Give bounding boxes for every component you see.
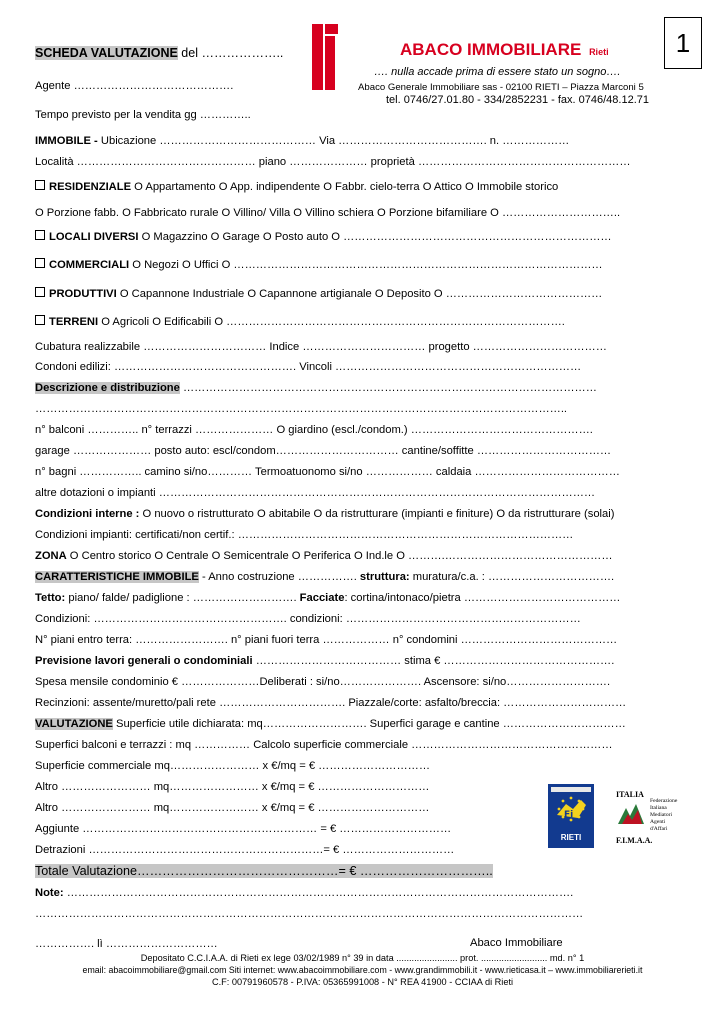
page-number: 1 xyxy=(675,28,691,58)
zona-line xyxy=(35,549,613,563)
totale-line xyxy=(35,864,493,878)
valutazione-line xyxy=(35,717,626,731)
localita-line: Località ………………………………………… piano ………………… proprietà ………………………………………………… xyxy=(35,156,631,168)
fiaip-rieti-label: RIETI xyxy=(560,833,582,842)
produttivi-text: O Capannone Industriale O Capannone artigianale O Deposito O …………………………………… xyxy=(116,288,603,300)
struttura-label: struttura: xyxy=(359,571,410,583)
signature-company: Abaco Immobiliare xyxy=(470,937,563,949)
condizioni-line: Condizioni: ……………………………………………. condizioni: ……………………………………………………… xyxy=(35,613,581,625)
immobile-text: Ubicazione …………………………………… Via …………………………………. n. ……………… xyxy=(97,135,570,147)
fimaa-icon xyxy=(616,802,646,826)
fimaa-italia: ITALIA xyxy=(616,790,644,799)
footer-line-2: email: abacoimmobiliare@gmail.com Siti internet: www.abacoimmobiliare.com - www.grandimmobili.it - www.rieticasa.it – www.immobiliarerieti.it xyxy=(82,965,643,975)
previsione-label: Previsione lavori generali o condominiali xyxy=(35,655,253,667)
note-text: ………………………………………………………………………………………………………………………. xyxy=(63,887,574,899)
terreni-checkbox[interactable] xyxy=(35,315,45,325)
note-label: Note: xyxy=(35,887,64,899)
fiaip-logo xyxy=(548,784,594,848)
caratteristiche-line xyxy=(35,570,614,584)
residenziale-checkbox[interactable] xyxy=(35,180,45,190)
fimaa-logo xyxy=(612,784,692,848)
descrizione-text: ………………………………………………………………………………………………… xyxy=(179,382,597,394)
garage-line: garage ………………… posto auto: escl/condom…………………………… cantine/soffitte ……………………………… xyxy=(35,445,612,457)
company-address: Abaco Generale Immobiliare sas - 02100 RIETI – Piazza Marconi 5 xyxy=(358,82,644,93)
signature-place-date: ……………. lì ………………………… xyxy=(35,938,218,950)
fimaa-desc-4: Agenti xyxy=(650,819,666,825)
previsione-text: ………………………………… stima € ………………………………………. xyxy=(252,655,615,667)
tempo-line: Tempo previsto per la vendita gg ………….. xyxy=(35,109,251,121)
immobile-label: IMMOBILE - xyxy=(35,135,98,147)
descrizione-label: Descrizione e distribuzione xyxy=(35,382,180,394)
condoni-line: Condoni edilizi: …………………………………………. Vincoli ………………………………………………………… xyxy=(35,361,582,373)
agente-line: Agente ……………………………………. xyxy=(35,80,234,92)
caratteristiche-text-2: muratura/c.a. : ……………………………. xyxy=(409,571,615,583)
valutazione-text: Superficie utile dichiarata: mq………………………. Superfici garage e cantine …………………………… xyxy=(112,718,626,730)
residenziale-line xyxy=(35,180,558,194)
scheda-date: del ……………….. xyxy=(177,46,284,60)
facciate-label: Facciate xyxy=(299,592,345,604)
aggiunte-line: Aggiunte ……………………………………………………… = € ………………………… xyxy=(35,823,452,835)
fimaa-desc-1: Federazione xyxy=(650,798,678,804)
fimaa-desc-5: d'Affari xyxy=(650,826,668,832)
condizioni-interne-label: Condizioni interne : xyxy=(35,508,140,520)
residenziale-label: RESIDENZIALE xyxy=(49,181,132,193)
fimaa-acronym: F.I.M.A.A. xyxy=(616,836,653,845)
company-phone: tel. 0746/27.01.80 - 334/2852231 - fax. 0746/48.12.71 xyxy=(386,94,649,106)
immobile-line xyxy=(35,134,569,148)
tetto-text-1: piano/ falde/ padiglione : ………………………. xyxy=(65,592,300,604)
footer-line-3: C.F: 00791960578 - P.IVA: 05365991008 - N° REA 41900 - CCIAA di Rieti xyxy=(211,977,514,987)
locali-text: O Magazzino O Garage O Posto auto O ……………………………………………………………… xyxy=(138,231,612,243)
produttivi-label: PRODUTTIVI xyxy=(49,288,117,300)
descrizione-line xyxy=(35,381,597,395)
commerciali-checkbox[interactable] xyxy=(35,258,45,268)
locali-label: LOCALI DIVERSI xyxy=(49,231,139,243)
valutazione-label: VALUTAZIONE xyxy=(35,718,113,730)
condizioni-interne-text: O nuovo o ristrutturato O abitabile O da ristrutturare (impianti e finiture) O da ristrutturare (solai) xyxy=(139,508,615,520)
fimaa-desc-3: Mediatori xyxy=(650,812,673,818)
produttivi-line xyxy=(35,287,602,301)
tetto-label: Tetto: xyxy=(35,592,66,604)
spesa-line: Spesa mensile condominio € …………………Deliberati : si/no…………………. Ascensore: si/no………………………. xyxy=(35,676,611,688)
altro-line-1: Altro …………………… mq…………………… x €/mq = € ………………………… xyxy=(35,781,430,793)
produttivi-checkbox[interactable] xyxy=(35,287,45,297)
detrazioni-line: Detrazioni ………………………………………………………= € ………………………… xyxy=(35,844,455,856)
terreni-line xyxy=(35,315,565,329)
page-number-box xyxy=(664,17,702,69)
descrizione-dots-line: …………………………………………………………………………………………………………………………….. xyxy=(35,403,568,415)
superfici-line: Superfici balconi e terrazzi : mq …………… Calcolo superficie commerciale ……………………………………………… xyxy=(35,739,613,751)
commerciali-line xyxy=(35,258,603,272)
condizioni-impianti-line: Condizioni impianti: certificati/non certif.: ……………………………………………………………………………… xyxy=(35,529,574,541)
tetto-text-2: : cortina/intonaco/pietra …………………………………… xyxy=(344,592,621,604)
cubatura-line: Cubatura realizzabile …………………………… Indice …………………………… progetto ……………………………… xyxy=(35,341,607,353)
note-dots-line: ………………………………………………………………………………………………………………………………… xyxy=(35,908,584,920)
superficie-commerciale-line: Superficie commerciale mq…………………… x €/mq = € ………………………… xyxy=(35,760,431,772)
balconi-line: n° balconi ………….. n° terrazzi ………………… O giardino (escl./condom.) …………………………………………. xyxy=(35,424,593,436)
company-city: Rieti xyxy=(589,47,609,57)
company-name-text: ABACO IMMOBILIARE xyxy=(400,40,582,59)
commerciali-text: O Negozi O Uffici O ……………………………………………………………………………………… xyxy=(129,259,603,271)
fimaa-desc-2: Italiana xyxy=(650,805,667,811)
terreni-label: TERRENI xyxy=(49,316,99,328)
scheda-label: SCHEDA VALUTAZIONE xyxy=(35,46,178,60)
zona-label: ZONA xyxy=(35,550,67,562)
commerciali-label: COMMERCIALI xyxy=(49,259,130,271)
altre-dotazioni-line: altre dotazioni o impianti ……………………………………………………………………………………………………… xyxy=(35,487,596,499)
note-line xyxy=(35,886,573,900)
previsione-line xyxy=(35,654,614,668)
tetto-line xyxy=(35,591,620,605)
svg-text:Fi: Fi xyxy=(564,810,574,820)
caratteristiche-text-1: - Anno costruzione ……………. xyxy=(198,571,360,583)
company-logo xyxy=(312,24,342,90)
bagni-line: n° bagni …………….. camino si/no………… Termoatuonomo si/no ……………… caldaia ………………………………… xyxy=(35,466,620,478)
zona-text: O Centro storico O Centrale O Semicentrale O Periferica O Ind.le O ……….……………………………………… xyxy=(66,550,613,562)
piani-line: N° piani entro terra: ……………………. n° piani fuori terra ……………… n° condomini …………………………………… xyxy=(35,634,618,646)
altro-line-2: Altro …………………… mq…………………… x €/mq = € ………………………… xyxy=(35,802,430,814)
recinzioni-line: Recinzioni: assente/muretto/pali rete ……………………………. Piazzale/corte: asfalto/breccia: …………………………… xyxy=(35,697,627,709)
footer-line-1: Depositato C.C.I.A.A. di Rieti ex lege 03/02/1989 n° 39 in data ........................ prot. .......................... md. n° 1 xyxy=(140,953,585,963)
motto: …. nulla accade prima di essere stato un sogno…. xyxy=(374,66,621,78)
condizioni-interne-line xyxy=(35,507,614,521)
locali-line xyxy=(35,230,612,244)
totale-text: Totale Valutazione…………………………………………= € ………………………….. xyxy=(35,864,493,878)
residenziale-text: O Appartamento O App. indipendente O Fabbr. cielo-terra O Attico O Immobile storico xyxy=(131,181,559,193)
porzione-line: O Porzione fabb. O Fabbricato rurale O Villino/ Villa O Villino schiera O Porzione bifamiliare O ………………………….. xyxy=(35,207,621,219)
locali-checkbox[interactable] xyxy=(35,230,45,240)
terreni-text: O Agricoli O Edificabili O ………………………………………………………………………………. xyxy=(98,316,565,328)
company-name xyxy=(400,40,609,60)
fimaa-description xyxy=(650,798,677,833)
header-scheda xyxy=(35,46,283,60)
caratteristiche-label: CARATTERISTICHE IMMOBILE xyxy=(35,571,199,583)
